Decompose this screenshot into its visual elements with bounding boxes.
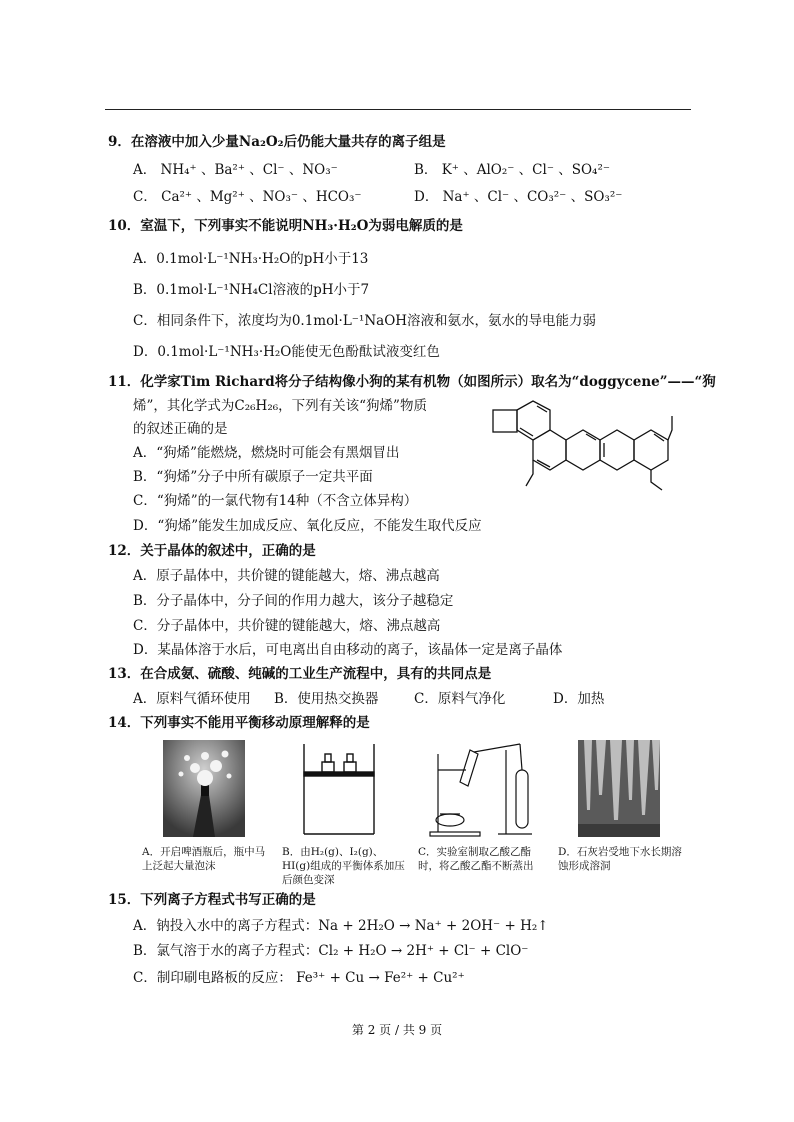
q12-option-d: D．某晶体溶于水后，可电离出自由移动的离子，该晶体一定是离子晶体: [133, 642, 563, 658]
q10-option-a: A．0.1mol·L⁻¹NH₃·H₂O的pH小于13: [133, 251, 369, 267]
q11-option-b: B．“狗烯”分子中所有碳原子一定共平面: [133, 469, 373, 485]
q10-stem: 10．室温下，下列事实不能说明NH₃·H₂O为弱电解质的是: [108, 218, 463, 234]
q9-option-d: D． Na⁺ 、Cl⁻ 、CO₃²⁻ 、SO₃²⁻: [414, 189, 623, 205]
q9-option-c: C． Ca²⁺ 、Mg²⁺ 、NO₃⁻ 、HCO₃⁻: [133, 189, 362, 205]
q14-caption-b: B．由H₂(g)、I₂(g)、HI(g)组成的平衡体系加压后颜色变深: [282, 846, 405, 886]
q10-option-b: B．0.1mol·L⁻¹NH₄Cl溶液的pH小于7: [133, 282, 370, 298]
q11-stem-line1: 11．化学家Tim Richard将分子结构像小狗的某有机物（如图所示）取名为“doggycene”——“狗: [108, 374, 716, 390]
q11-option-a: A．“狗烯”能燃烧，燃烧时可能会有黑烟冒出: [133, 445, 400, 461]
q11-stem-line2: 烯”，其化学式为C₂₆H₂₆，下列有关该“狗烯”物质: [133, 398, 427, 414]
q9-option-a: A． NH₄⁺ 、Ba²⁺ 、Cl⁻ 、NO₃⁻: [133, 162, 338, 178]
q14-caption-c: C．实验室制取乙酸乙酯时，将乙酸乙酯不断蒸出: [418, 846, 534, 872]
q14-caption-d: D．石灰岩受地下水长期溶蚀形成溶洞: [558, 846, 682, 872]
q11-stem-line3: 的叙述正确的是: [133, 421, 228, 437]
q12-option-b: B．分子晶体中，分子间的作用力越大，该分子越稳定: [133, 593, 454, 609]
q10-option-c: C．相同条件下，浓度均为0.1mol·L⁻¹NaOH溶液和氨水，氨水的导电能力弱: [133, 313, 597, 329]
q12-option-a: A．原子晶体中，共价键的键能越大，熔、沸点越高: [133, 568, 440, 584]
q15-option-c: C．制印刷电路板的反应： Fe³⁺ + Cu → Fe²⁺ + Cu²⁺: [133, 970, 465, 986]
q13-option-c: C．原料气净化: [414, 691, 506, 707]
q11-option-c: C．“狗烯”的一氯代物有14种（不含立体异构）: [133, 493, 418, 509]
q13-option-b: B．使用热交换器: [274, 691, 379, 707]
q9-option-b: B． K⁺ 、AlO₂⁻ 、Cl⁻ 、SO₄²⁻: [414, 162, 611, 178]
q14-stem: 14．下列事实不能用平衡移动原理解释的是: [108, 715, 370, 731]
q13-option-d: D．加热: [553, 691, 605, 707]
cave-photo: [578, 740, 660, 837]
q14-caption-a: A．开启啤酒瓶后，瓶中马上泛起大量泡沫: [142, 846, 266, 872]
doggycene-structure: [490, 398, 690, 498]
q12-stem: 12．关于晶体的叙述中，正确的是: [108, 543, 316, 559]
esterification-apparatus: [420, 740, 540, 838]
page-footer: 第 2 页 / 共 9 页: [351, 1023, 443, 1037]
beer-bottle-photo: [163, 740, 245, 837]
q11-option-d: D．“狗烯”能发生加成反应、氧化反应，不能发生取代反应: [133, 518, 482, 534]
q13-stem: 13．在合成氨、硫酸、纯碱的工业生产流程中，具有的共同点是: [108, 666, 492, 682]
header-rule: [105, 109, 691, 110]
gas-cylinder-diagram: [298, 742, 380, 836]
q15-option-a: A．钠投入水中的离子方程式：Na + 2H₂O → Na⁺ + 2OH⁻ + H₂↑: [133, 918, 549, 934]
q12-option-c: C．分子晶体中，共价键的键能越大，熔、沸点越高: [133, 618, 441, 634]
q10-option-d: D．0.1mol·L⁻¹NH₃·H₂O能使无色酚酞试液变红色: [133, 344, 440, 360]
q13-option-a: A．原料气循环使用: [133, 691, 251, 707]
q15-stem: 15．下列离子方程式书写正确的是: [108, 892, 316, 908]
q15-option-b: B．氯气溶于水的离子方程式：Cl₂ + H₂O → 2H⁺ + Cl⁻ + ClO⁻: [133, 943, 529, 959]
q9-stem: 9．在溶液中加入少量Na₂O₂后仍能大量共存的离子组是: [108, 134, 446, 150]
